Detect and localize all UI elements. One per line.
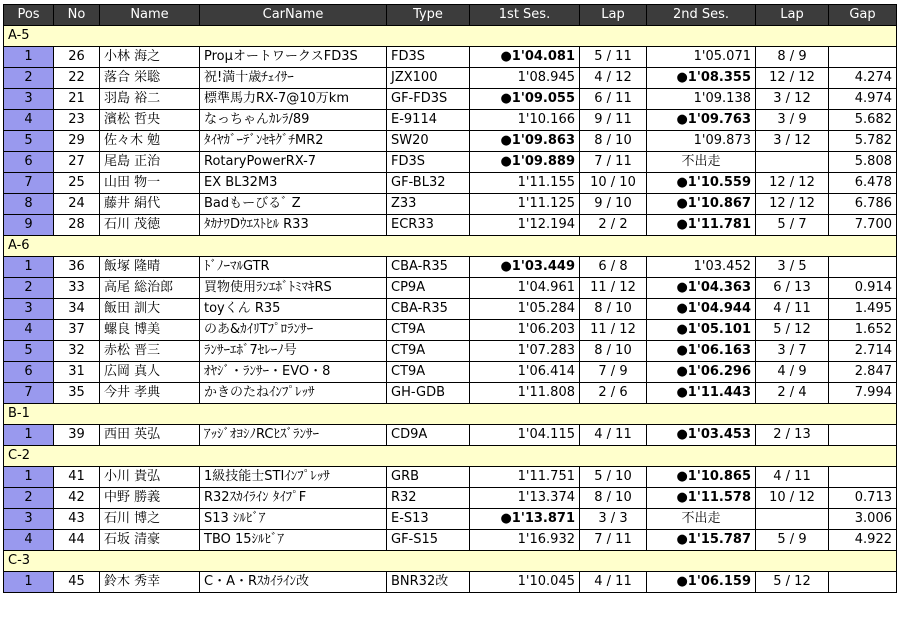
- cell-2nd-session-time: ●1'10.867: [647, 194, 756, 215]
- cell-driver-name: 飯塚 隆晴: [100, 257, 200, 278]
- class-group-row: [4, 551, 897, 572]
- cell-pos: 1: [4, 572, 54, 593]
- cell-driver-name: 広岡 真人: [100, 362, 200, 383]
- cell-2nd-session-time: 1'03.452: [647, 257, 756, 278]
- cell-gap: 5.808: [829, 152, 897, 173]
- cell-pos: 3: [4, 299, 54, 320]
- cell-car-type: CT9A: [387, 341, 470, 362]
- cell-car-type: FD3S: [387, 47, 470, 68]
- table-row: [4, 110, 897, 131]
- cell-lap-2: 4 / 11: [756, 299, 829, 320]
- cell-gap: 4.274: [829, 68, 897, 89]
- table-row: [4, 341, 897, 362]
- cell-2nd-session-time: ●1'08.355: [647, 68, 756, 89]
- table-row: [4, 257, 897, 278]
- cell-gap: 5.782: [829, 131, 897, 152]
- table-row: [4, 320, 897, 341]
- cell-gap: [829, 467, 897, 488]
- table-row: [4, 530, 897, 551]
- class-group-row: [4, 236, 897, 257]
- class-group-label: B-1: [4, 404, 897, 425]
- table-row: [4, 194, 897, 215]
- cell-lap-1: 3 / 3: [580, 509, 647, 530]
- cell-lap-2: 5 / 9: [756, 530, 829, 551]
- table-row: [4, 215, 897, 236]
- cell-1st-session-time: 1'04.115: [470, 425, 580, 446]
- cell-driver-name: 赤松 晋三: [100, 341, 200, 362]
- cell-pos: 1: [4, 257, 54, 278]
- cell-lap-1: 7 / 9: [580, 362, 647, 383]
- cell-no: 43: [54, 509, 100, 530]
- cell-2nd-session-time: ●1'10.865: [647, 467, 756, 488]
- cell-no: 32: [54, 341, 100, 362]
- cell-car-type: CD9A: [387, 425, 470, 446]
- cell-gap: 1.652: [829, 320, 897, 341]
- cell-car-name: TBO 15ｼﾙﾋﾞｱ: [200, 530, 387, 551]
- cell-lap-1: 11 / 12: [580, 320, 647, 341]
- cell-lap-1: 10 / 10: [580, 173, 647, 194]
- cell-car-name: 標準馬力RX-7@10万km: [200, 89, 387, 110]
- cell-lap-2: 3 / 12: [756, 131, 829, 152]
- cell-car-type: GRB: [387, 467, 470, 488]
- table-row: [4, 572, 897, 593]
- results-body: [4, 26, 897, 593]
- cell-driver-name: 羽島 裕二: [100, 89, 200, 110]
- cell-pos: 6: [4, 362, 54, 383]
- cell-driver-name: 尾島 正治: [100, 152, 200, 173]
- cell-lap-2: 3 / 7: [756, 341, 829, 362]
- cell-2nd-session-time: ●1'11.578: [647, 488, 756, 509]
- cell-car-type: CT9A: [387, 320, 470, 341]
- cell-no: 29: [54, 131, 100, 152]
- cell-car-name: ﾀｶﾅﾜDｳｴｽﾄﾋﾙ R33: [200, 215, 387, 236]
- cell-driver-name: 飯田 訓大: [100, 299, 200, 320]
- cell-driver-name: 西田 英弘: [100, 425, 200, 446]
- cell-pos: 3: [4, 89, 54, 110]
- header-name: Name: [100, 5, 200, 26]
- cell-gap: [829, 425, 897, 446]
- table-row: [4, 89, 897, 110]
- cell-car-name: かきのたねｲﾝﾌﾟﾚｯｻ: [200, 383, 387, 404]
- cell-1st-session-time: 1'16.932: [470, 530, 580, 551]
- table-row: [4, 173, 897, 194]
- cell-driver-name: 濱松 哲央: [100, 110, 200, 131]
- cell-lap-1: 8 / 10: [580, 299, 647, 320]
- cell-gap: 0.713: [829, 488, 897, 509]
- cell-1st-session-time: 1'11.155: [470, 173, 580, 194]
- header-lap-2: Lap: [756, 5, 829, 26]
- cell-driver-name: 今井 孝典: [100, 383, 200, 404]
- cell-1st-session-time: ●1'09.889: [470, 152, 580, 173]
- cell-lap-1: 5 / 11: [580, 47, 647, 68]
- cell-no: 35: [54, 383, 100, 404]
- cell-gap: 6.786: [829, 194, 897, 215]
- cell-lap-2: 2 / 13: [756, 425, 829, 446]
- cell-no: 44: [54, 530, 100, 551]
- cell-driver-name: 螺良 博美: [100, 320, 200, 341]
- cell-car-type: GF-S15: [387, 530, 470, 551]
- cell-2nd-session-time: ●1'10.559: [647, 173, 756, 194]
- cell-pos: 4: [4, 320, 54, 341]
- cell-no: 41: [54, 467, 100, 488]
- header-2nd-session: 2nd Ses.: [647, 5, 756, 26]
- cell-lap-1: 7 / 11: [580, 152, 647, 173]
- table-row: [4, 467, 897, 488]
- cell-lap-2: [756, 152, 829, 173]
- cell-car-type: FD3S: [387, 152, 470, 173]
- cell-car-type: JZX100: [387, 68, 470, 89]
- cell-car-name: Badもーびるﾞ Z: [200, 194, 387, 215]
- cell-driver-name: 山田 物一: [100, 173, 200, 194]
- cell-1st-session-time: 1'06.414: [470, 362, 580, 383]
- cell-pos: 5: [4, 131, 54, 152]
- cell-driver-name: 石川 博之: [100, 509, 200, 530]
- cell-no: 28: [54, 215, 100, 236]
- cell-driver-name: 落合 栄聡: [100, 68, 200, 89]
- cell-1st-session-time: ●1'04.081: [470, 47, 580, 68]
- cell-1st-session-time: ●1'13.871: [470, 509, 580, 530]
- cell-no: 33: [54, 278, 100, 299]
- class-group-row: [4, 26, 897, 47]
- cell-no: 23: [54, 110, 100, 131]
- header-row: [4, 5, 897, 26]
- cell-lap-1: 9 / 11: [580, 110, 647, 131]
- cell-car-type: GH-GDB: [387, 383, 470, 404]
- cell-lap-1: 2 / 2: [580, 215, 647, 236]
- cell-car-type: GF-BL32: [387, 173, 470, 194]
- cell-car-type: CT9A: [387, 362, 470, 383]
- cell-gap: 5.682: [829, 110, 897, 131]
- cell-2nd-session-time: ●1'05.101: [647, 320, 756, 341]
- cell-lap-1: 4 / 11: [580, 425, 647, 446]
- header-1st-session: 1st Ses.: [470, 5, 580, 26]
- cell-lap-2: 3 / 9: [756, 110, 829, 131]
- cell-pos: 6: [4, 152, 54, 173]
- cell-pos: 4: [4, 530, 54, 551]
- cell-2nd-session-time: 不出走: [647, 152, 756, 173]
- cell-pos: 1: [4, 425, 54, 446]
- cell-car-type: R32: [387, 488, 470, 509]
- cell-no: 37: [54, 320, 100, 341]
- cell-1st-session-time: 1'12.194: [470, 215, 580, 236]
- header-carname: CarName: [200, 5, 387, 26]
- cell-driver-name: 佐々木 勉: [100, 131, 200, 152]
- cell-1st-session-time: 1'10.166: [470, 110, 580, 131]
- cell-car-name: 祝!満十歳ﾁｪｲｻｰ: [200, 68, 387, 89]
- cell-gap: 2.714: [829, 341, 897, 362]
- cell-driver-name: 藤井 絹代: [100, 194, 200, 215]
- cell-no: 42: [54, 488, 100, 509]
- table-row: [4, 383, 897, 404]
- cell-car-name: のあ&ｶｲﾘTﾌﾟﾛﾗﾝｻｰ: [200, 320, 387, 341]
- cell-1st-session-time: 1'11.125: [470, 194, 580, 215]
- header-lap-1: Lap: [580, 5, 647, 26]
- cell-lap-1: 11 / 12: [580, 278, 647, 299]
- header-pos: Pos: [4, 5, 54, 26]
- cell-gap: 1.495: [829, 299, 897, 320]
- cell-2nd-session-time: ●1'06.159: [647, 572, 756, 593]
- cell-lap-1: 8 / 10: [580, 131, 647, 152]
- cell-gap: 4.974: [829, 89, 897, 110]
- cell-1st-session-time: ●1'09.863: [470, 131, 580, 152]
- cell-2nd-session-time: ●1'09.763: [647, 110, 756, 131]
- cell-car-type: E-S13: [387, 509, 470, 530]
- cell-car-name: ｵﾔｼﾞ・ﾗﾝｻｰ・EVO・8: [200, 362, 387, 383]
- cell-1st-session-time: 1'11.808: [470, 383, 580, 404]
- cell-no: 22: [54, 68, 100, 89]
- cell-2nd-session-time: ●1'11.443: [647, 383, 756, 404]
- cell-pos: 9: [4, 215, 54, 236]
- cell-driver-name: 小林 海之: [100, 47, 200, 68]
- cell-gap: 6.478: [829, 173, 897, 194]
- table-row: [4, 509, 897, 530]
- cell-lap-2: 12 / 12: [756, 68, 829, 89]
- class-group-label: C-3: [4, 551, 897, 572]
- cell-lap-2: 5 / 12: [756, 320, 829, 341]
- cell-car-name: ProμオートワークスFD3S: [200, 47, 387, 68]
- cell-pos: 2: [4, 488, 54, 509]
- cell-gap: 0.914: [829, 278, 897, 299]
- cell-car-name: RotaryPowerRX-7: [200, 152, 387, 173]
- cell-car-name: S13 ｼﾙﾋﾞｱ: [200, 509, 387, 530]
- cell-car-type: E-9114: [387, 110, 470, 131]
- header-gap: Gap: [829, 5, 897, 26]
- cell-car-type: CBA-R35: [387, 257, 470, 278]
- cell-lap-2: 4 / 11: [756, 467, 829, 488]
- cell-2nd-session-time: ●1'06.163: [647, 341, 756, 362]
- cell-lap-2: 12 / 12: [756, 173, 829, 194]
- cell-lap-2: 2 / 4: [756, 383, 829, 404]
- cell-lap-1: 4 / 11: [580, 572, 647, 593]
- cell-pos: 5: [4, 341, 54, 362]
- cell-1st-session-time: ●1'03.449: [470, 257, 580, 278]
- cell-lap-1: 8 / 10: [580, 488, 647, 509]
- table-row: [4, 47, 897, 68]
- cell-1st-session-time: 1'13.374: [470, 488, 580, 509]
- class-group-row: [4, 446, 897, 467]
- cell-lap-1: 7 / 11: [580, 530, 647, 551]
- cell-pos: 2: [4, 68, 54, 89]
- cell-no: 21: [54, 89, 100, 110]
- table-row: [4, 362, 897, 383]
- cell-lap-1: 4 / 12: [580, 68, 647, 89]
- cell-car-name: ﾄﾞﾉｰﾏﾙGTR: [200, 257, 387, 278]
- cell-car-name: ﾀｲﾔｶﾞｰﾃﾞﾝｾｷｸﾞﾁMR2: [200, 131, 387, 152]
- cell-car-type: BNR32改: [387, 572, 470, 593]
- header-type: Type: [387, 5, 470, 26]
- cell-car-name: C・A・Rｽｶｲﾗｲﾝ改: [200, 572, 387, 593]
- cell-lap-1: 2 / 6: [580, 383, 647, 404]
- cell-driver-name: 中野 勝義: [100, 488, 200, 509]
- cell-lap-1: 5 / 10: [580, 467, 647, 488]
- cell-pos: 7: [4, 173, 54, 194]
- cell-lap-2: 12 / 12: [756, 194, 829, 215]
- cell-no: 26: [54, 47, 100, 68]
- cell-gap: [829, 572, 897, 593]
- cell-1st-session-time: 1'04.961: [470, 278, 580, 299]
- cell-driver-name: 鈴木 秀幸: [100, 572, 200, 593]
- table-row: [4, 488, 897, 509]
- cell-no: 45: [54, 572, 100, 593]
- table-row: [4, 425, 897, 446]
- header-no: No: [54, 5, 100, 26]
- cell-car-name: 買物使用ﾗﾝｴﾎﾞﾄﾐﾏｷRS: [200, 278, 387, 299]
- cell-2nd-session-time: ●1'11.781: [647, 215, 756, 236]
- cell-lap-2: [756, 509, 829, 530]
- cell-lap-2: 8 / 9: [756, 47, 829, 68]
- cell-gap: 4.922: [829, 530, 897, 551]
- cell-gap: 3.006: [829, 509, 897, 530]
- cell-2nd-session-time: 1'09.873: [647, 131, 756, 152]
- table-row: [4, 68, 897, 89]
- cell-no: 36: [54, 257, 100, 278]
- cell-2nd-session-time: ●1'04.363: [647, 278, 756, 299]
- table-row: [4, 152, 897, 173]
- cell-car-type: ECR33: [387, 215, 470, 236]
- cell-2nd-session-time: 1'09.138: [647, 89, 756, 110]
- cell-pos: 1: [4, 467, 54, 488]
- cell-lap-2: 5 / 7: [756, 215, 829, 236]
- cell-no: 24: [54, 194, 100, 215]
- cell-2nd-session-time: ●1'04.944: [647, 299, 756, 320]
- cell-car-type: Z33: [387, 194, 470, 215]
- cell-car-name: EX BL32M3: [200, 173, 387, 194]
- cell-driver-name: 石坂 清豪: [100, 530, 200, 551]
- cell-lap-2: 6 / 13: [756, 278, 829, 299]
- cell-1st-session-time: 1'08.945: [470, 68, 580, 89]
- cell-no: 39: [54, 425, 100, 446]
- cell-no: 27: [54, 152, 100, 173]
- cell-lap-1: 9 / 10: [580, 194, 647, 215]
- cell-1st-session-time: 1'07.283: [470, 341, 580, 362]
- cell-pos: 7: [4, 383, 54, 404]
- table-row: [4, 131, 897, 152]
- cell-2nd-session-time: ●1'06.296: [647, 362, 756, 383]
- cell-car-name: なっちゃんｶﾚﾗ/89: [200, 110, 387, 131]
- cell-1st-session-time: 1'11.751: [470, 467, 580, 488]
- cell-no: 31: [54, 362, 100, 383]
- cell-car-type: CBA-R35: [387, 299, 470, 320]
- cell-driver-name: 小川 貴弘: [100, 467, 200, 488]
- cell-pos: 1: [4, 47, 54, 68]
- cell-driver-name: 石川 茂徳: [100, 215, 200, 236]
- cell-1st-session-time: 1'06.203: [470, 320, 580, 341]
- cell-lap-1: 8 / 10: [580, 341, 647, 362]
- cell-1st-session-time: ●1'09.055: [470, 89, 580, 110]
- cell-lap-1: 6 / 8: [580, 257, 647, 278]
- cell-2nd-session-time: 1'05.071: [647, 47, 756, 68]
- class-group-row: [4, 404, 897, 425]
- cell-2nd-session-time: ●1'15.787: [647, 530, 756, 551]
- cell-gap: [829, 47, 897, 68]
- cell-car-type: CP9A: [387, 278, 470, 299]
- cell-car-name: 1級技能士STIｲﾝﾌﾟﾚｯｻ: [200, 467, 387, 488]
- cell-car-type: SW20: [387, 131, 470, 152]
- cell-car-type: GF-FD3S: [387, 89, 470, 110]
- cell-2nd-session-time: ●1'03.453: [647, 425, 756, 446]
- cell-lap-2: 10 / 12: [756, 488, 829, 509]
- cell-gap: 7.994: [829, 383, 897, 404]
- cell-lap-2: 3 / 5: [756, 257, 829, 278]
- cell-driver-name: 高尾 総治郎: [100, 278, 200, 299]
- cell-1st-session-time: 1'05.284: [470, 299, 580, 320]
- results-table: [3, 4, 897, 593]
- cell-pos: 2: [4, 278, 54, 299]
- cell-lap-2: 5 / 12: [756, 572, 829, 593]
- cell-pos: 8: [4, 194, 54, 215]
- cell-gap: [829, 257, 897, 278]
- cell-car-name: toyくん R35: [200, 299, 387, 320]
- cell-lap-1: 6 / 11: [580, 89, 647, 110]
- cell-no: 25: [54, 173, 100, 194]
- cell-gap: 2.847: [829, 362, 897, 383]
- table-row: [4, 278, 897, 299]
- cell-car-name: ｱｯｼﾞｵﾖｼﾉRCﾋｽﾞﾗﾝｻｰ: [200, 425, 387, 446]
- cell-gap: 7.700: [829, 215, 897, 236]
- class-group-label: A-6: [4, 236, 897, 257]
- cell-no: 34: [54, 299, 100, 320]
- class-group-label: A-5: [4, 26, 897, 47]
- cell-car-name: ﾗﾝｻｰｴﾎﾞ7ｾﾚｰﾉ号: [200, 341, 387, 362]
- cell-pos: 4: [4, 110, 54, 131]
- cell-1st-session-time: 1'10.045: [470, 572, 580, 593]
- cell-lap-2: 4 / 9: [756, 362, 829, 383]
- cell-pos: 3: [4, 509, 54, 530]
- cell-2nd-session-time: 不出走: [647, 509, 756, 530]
- cell-car-name: R32ｽｶｲﾗｲﾝ ﾀｲﾌﾟF: [200, 488, 387, 509]
- table-row: [4, 299, 897, 320]
- cell-lap-2: 3 / 12: [756, 89, 829, 110]
- class-group-label: C-2: [4, 446, 897, 467]
